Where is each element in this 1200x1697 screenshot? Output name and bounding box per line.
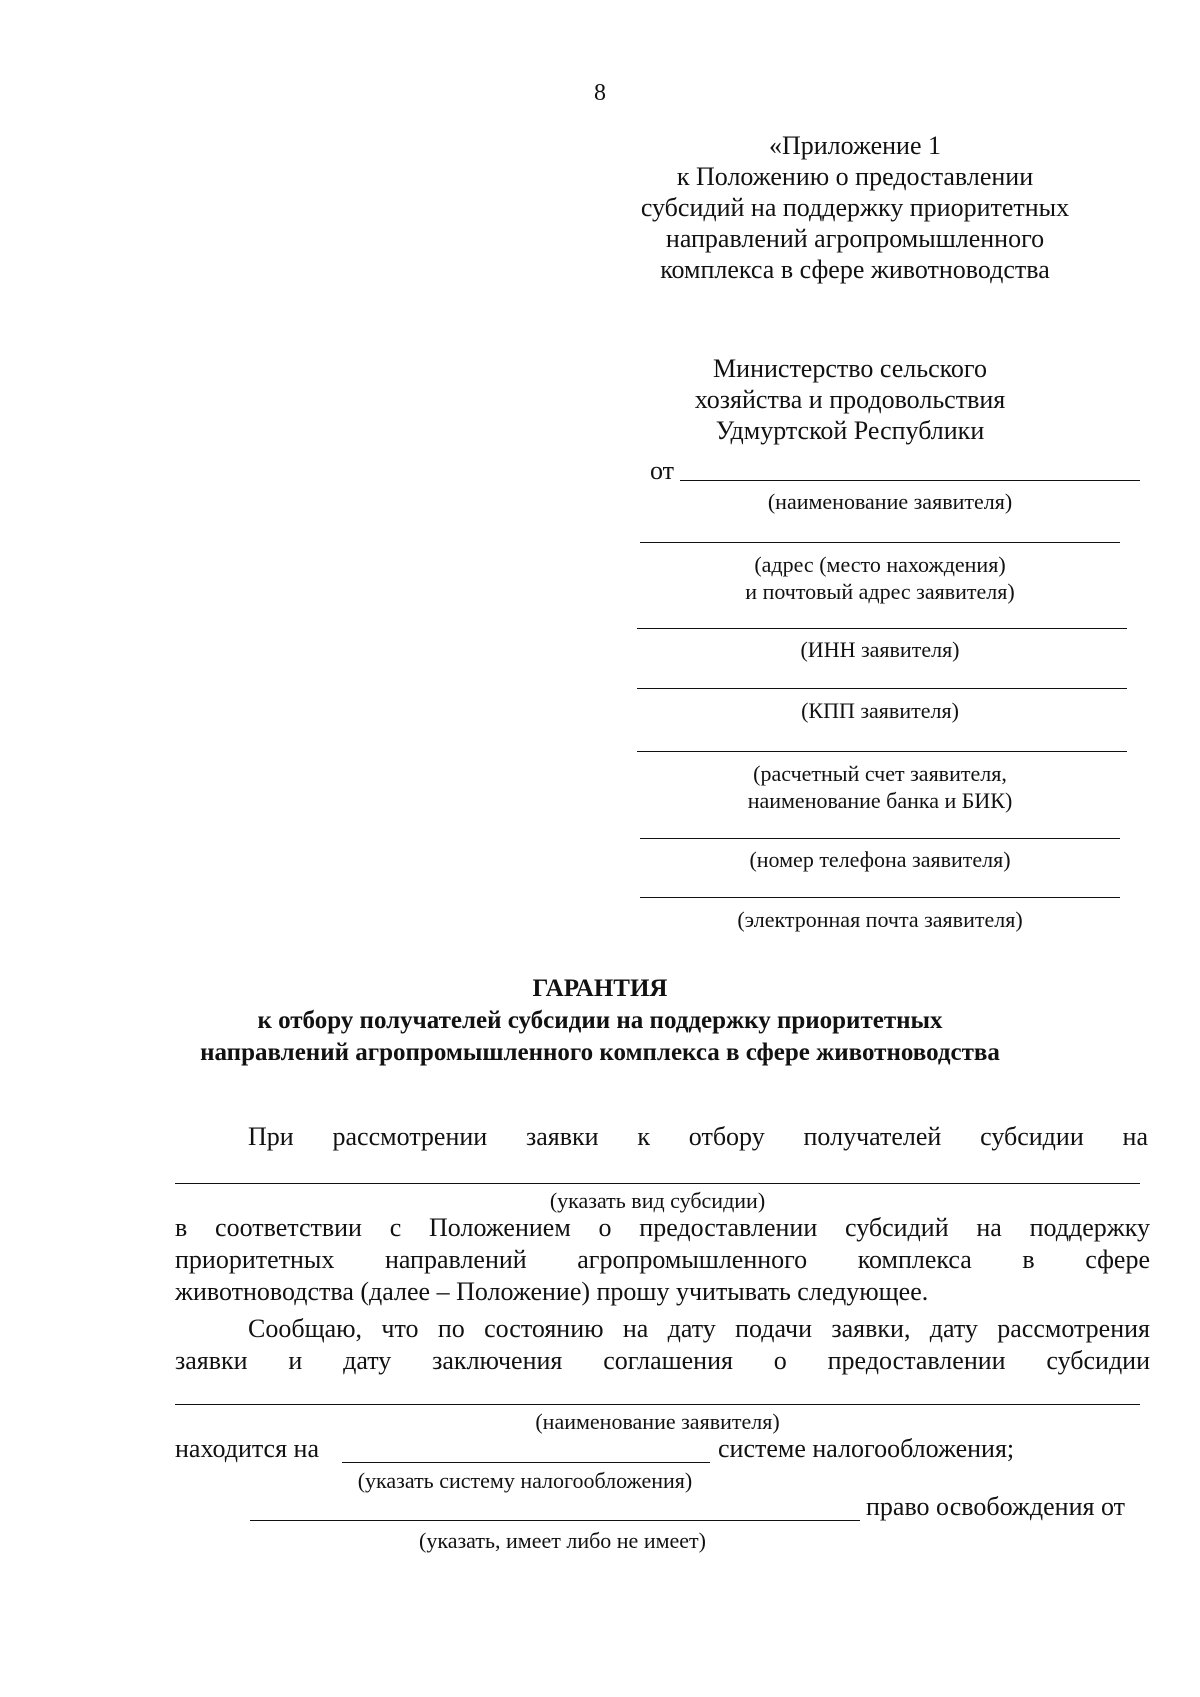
applicant-account-caption-1: (расчетный счет заявителя, (753, 761, 1007, 786)
title-main: ГАРАНТИЯ (532, 975, 668, 1002)
page-number: 8 (594, 80, 606, 106)
subsidy-type-caption: (указать вид субсидии) (549, 1188, 766, 1213)
tax-system-blank (342, 1462, 710, 1463)
body-p2-line1: Сообщаю, что по состоянию на дату подачи заявки, дату рассмотрения (248, 1314, 1150, 1343)
applicant-email-line (640, 897, 1120, 898)
appendix-line: «Приложение 1 (768, 131, 942, 160)
applicant-name-body-line (175, 1404, 1140, 1405)
applicant-address-caption-1: (адрес (место нахождения) (754, 552, 1006, 577)
addressee-line: Министерство сельского (713, 354, 987, 383)
body-p1-line4: животноводства (далее – Положение) прошу учитывать следующее. (175, 1277, 929, 1306)
appendix-line: субсидий на поддержку приоритетных (640, 193, 1070, 222)
applicant-inn-caption: (ИНН заявителя) (800, 637, 960, 662)
appendix-line: к Положению о предоставлении (676, 162, 1034, 191)
applicant-account-caption-2: наименование банка и БИК) (747, 788, 1013, 813)
exemption-blank (250, 1520, 860, 1521)
exemption-suffix: право освобождения от (866, 1492, 1125, 1521)
applicant-inn-line (637, 628, 1127, 629)
applicant-name-body-caption: (наименование заявителя) (535, 1409, 780, 1434)
applicant-kpp-line (637, 688, 1127, 689)
body-p1-line2: в соответствии с Положением о предоставлении субсидий на поддержку (175, 1213, 1150, 1242)
applicant-email-caption: (электронная почта заявителя) (737, 907, 1023, 932)
title-subline: к отбору получателей субсидии на поддержку приоритетных (257, 1007, 943, 1034)
document-title (0, 973, 1200, 1069)
body-p1-line1: При рассмотрении заявки к отбору получателей субсидии на (248, 1122, 1148, 1151)
body-p1-line3: приоритетных направлений агропромышленного комплекса в сфере (175, 1245, 1150, 1274)
addressee-line: Удмуртской Республики (715, 416, 985, 445)
subsidy-type-line (175, 1183, 1140, 1184)
tax-system-caption: (указать систему налогообложения) (357, 1468, 693, 1493)
applicant-name-caption: (наименование заявителя) (767, 489, 1013, 514)
applicant-account-line (637, 751, 1127, 752)
applicant-phone-caption: (номер телефона заявителя) (749, 847, 1011, 872)
body-p2-line2: заявки и дату заключения соглашения о предоставлении субсидии (175, 1346, 1150, 1375)
appendix-line: направлений агропромышленного (665, 224, 1045, 253)
exemption-caption: (указать, имеет либо не имеет) (419, 1528, 706, 1553)
applicant-name-line (680, 480, 1140, 481)
appendix-line: комплекса в сфере животноводства (660, 255, 1050, 284)
applicant-kpp-caption: (КПП заявителя) (801, 698, 959, 723)
tax-suffix: системе налогообложения; (718, 1434, 1015, 1463)
appendix-header (620, 130, 1090, 285)
applicant-address-caption-2: и почтовый адрес заявителя) (745, 579, 1015, 604)
addressee-line: хозяйства и продовольствия (694, 385, 1006, 414)
applicant-phone-line (640, 838, 1120, 839)
title-subline: направлений агропромышленного комплекса в сфере животноводства (200, 1039, 1000, 1066)
applicant-address-line (640, 542, 1120, 543)
tax-prefix: находится на (175, 1434, 319, 1463)
addressee-block (630, 353, 1070, 446)
from-label: от (650, 456, 675, 485)
